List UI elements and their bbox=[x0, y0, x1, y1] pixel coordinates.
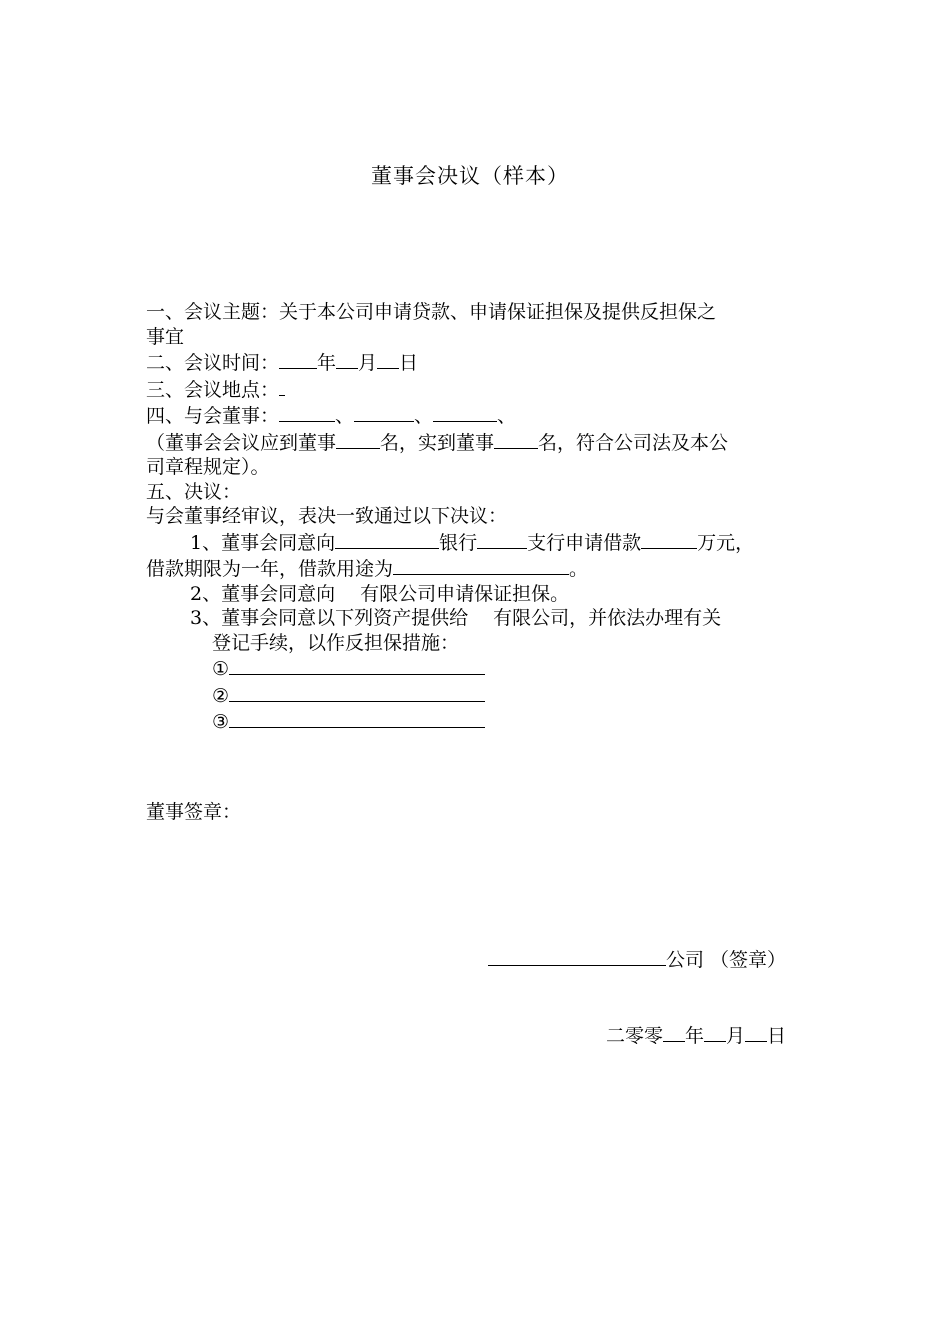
separator-1: 、 bbox=[335, 405, 355, 427]
quorum-line bbox=[146, 429, 826, 456]
separator-2: 、 bbox=[414, 405, 434, 427]
resolution-intro-line bbox=[146, 504, 826, 529]
resolution-1-text-e: 借款期限为一年，借款用途为 bbox=[146, 558, 394, 580]
resolution-1-text-a: 1、董事会同意向 bbox=[190, 531, 336, 554]
company-name-blank bbox=[488, 946, 666, 966]
sign-day-label: 日 bbox=[767, 1025, 787, 1047]
loan-purpose-blank bbox=[393, 555, 569, 575]
meeting-time-line bbox=[146, 349, 826, 376]
meeting-subject-line-2 bbox=[146, 325, 826, 350]
document-body bbox=[146, 300, 826, 735]
measure-2-line bbox=[146, 682, 826, 709]
meeting-place-label: 三、会议地点： bbox=[146, 378, 280, 401]
month-label: 月 bbox=[358, 352, 378, 374]
resolution-intro: 与会董事经审议，表决一致通过以下决议： bbox=[146, 505, 508, 527]
month-blank bbox=[336, 349, 358, 369]
measure-1-line bbox=[146, 655, 826, 682]
sign-day-blank bbox=[745, 1022, 767, 1042]
year-label: 年 bbox=[317, 352, 337, 374]
measure-2-marker: ② bbox=[212, 684, 230, 707]
branch-blank bbox=[477, 529, 527, 549]
sign-month-label: 月 bbox=[726, 1025, 746, 1047]
separator-3: 、 bbox=[497, 405, 517, 427]
attending-directors-line bbox=[146, 402, 826, 429]
resolution-1-text-c: 支行申请借款 bbox=[527, 531, 642, 554]
sign-year-blank bbox=[663, 1022, 685, 1042]
place-blank bbox=[279, 376, 285, 396]
resolution-1-line-2 bbox=[146, 555, 826, 582]
quorum-line-2 bbox=[146, 455, 826, 480]
resolution-label: 五、决议： bbox=[146, 480, 242, 503]
company-seal-line bbox=[488, 946, 786, 972]
date-prefix: 二零零 bbox=[606, 1025, 664, 1047]
sign-year-label: 年 bbox=[685, 1025, 705, 1047]
quorum-text-b: 名，实到董事 bbox=[380, 431, 495, 454]
required-directors-blank bbox=[336, 429, 380, 449]
quorum-text-c: 名，符合公司法及本公 bbox=[538, 431, 729, 454]
measure-3-line bbox=[146, 708, 826, 735]
resolution-3-text: 3、董事会同意以下列资产提供给 有限公司，并依法办理有关 bbox=[190, 607, 722, 629]
resolution-1-line bbox=[146, 529, 826, 556]
document-title: 董事会决议（样本） bbox=[371, 164, 569, 188]
resolution-3-line-2 bbox=[146, 631, 826, 656]
director-blank-1 bbox=[279, 402, 335, 422]
day-blank bbox=[377, 349, 399, 369]
signing-date-line bbox=[606, 1022, 786, 1048]
resolution-3-text-2: 登记手续，以作反担保措施： bbox=[212, 631, 460, 654]
meeting-time-label: 二、会议时间： bbox=[146, 352, 280, 374]
quorum-text-2: 司章程规定）。 bbox=[146, 456, 270, 478]
meeting-subject-text: 一、会议主题：关于本公司申请贷款、申请保证担保及提供反担保之 bbox=[146, 301, 717, 323]
resolution-2-text: 2、董事会同意向 有限公司申请保证担保。 bbox=[190, 582, 570, 605]
measure-1-blank bbox=[229, 655, 485, 675]
amount-blank bbox=[641, 529, 697, 549]
day-label: 日 bbox=[399, 352, 419, 374]
director-blank-3 bbox=[433, 402, 497, 422]
attending-directors-label: 四、与会董事： bbox=[146, 405, 280, 427]
resolution-1-text-f: 。 bbox=[569, 558, 589, 580]
resolution-3-line bbox=[146, 606, 826, 631]
meeting-place-line bbox=[146, 376, 826, 403]
resolution-1-text-d: 万元， bbox=[697, 531, 755, 554]
bank-blank bbox=[335, 529, 439, 549]
year-blank bbox=[279, 349, 317, 369]
measure-3-marker: ③ bbox=[212, 711, 230, 733]
resolution-heading bbox=[146, 480, 826, 505]
meeting-subject-line bbox=[146, 300, 826, 325]
measure-3-blank bbox=[229, 708, 485, 728]
present-directors-blank bbox=[494, 429, 538, 449]
resolution-2-line bbox=[146, 582, 826, 607]
measure-1-marker: ① bbox=[212, 658, 230, 680]
meeting-subject-text-2: 事宜 bbox=[146, 325, 185, 348]
director-blank-2 bbox=[354, 402, 414, 422]
company-seal-label: 公司 （签章） bbox=[666, 949, 787, 971]
measure-2-blank bbox=[229, 682, 485, 702]
sign-month-blank bbox=[704, 1022, 726, 1042]
resolution-1-text-b: 银行 bbox=[439, 531, 478, 554]
quorum-text-a: （董事会会议应到董事 bbox=[146, 431, 337, 454]
directors-signature-label: 董事签章： bbox=[146, 801, 242, 823]
